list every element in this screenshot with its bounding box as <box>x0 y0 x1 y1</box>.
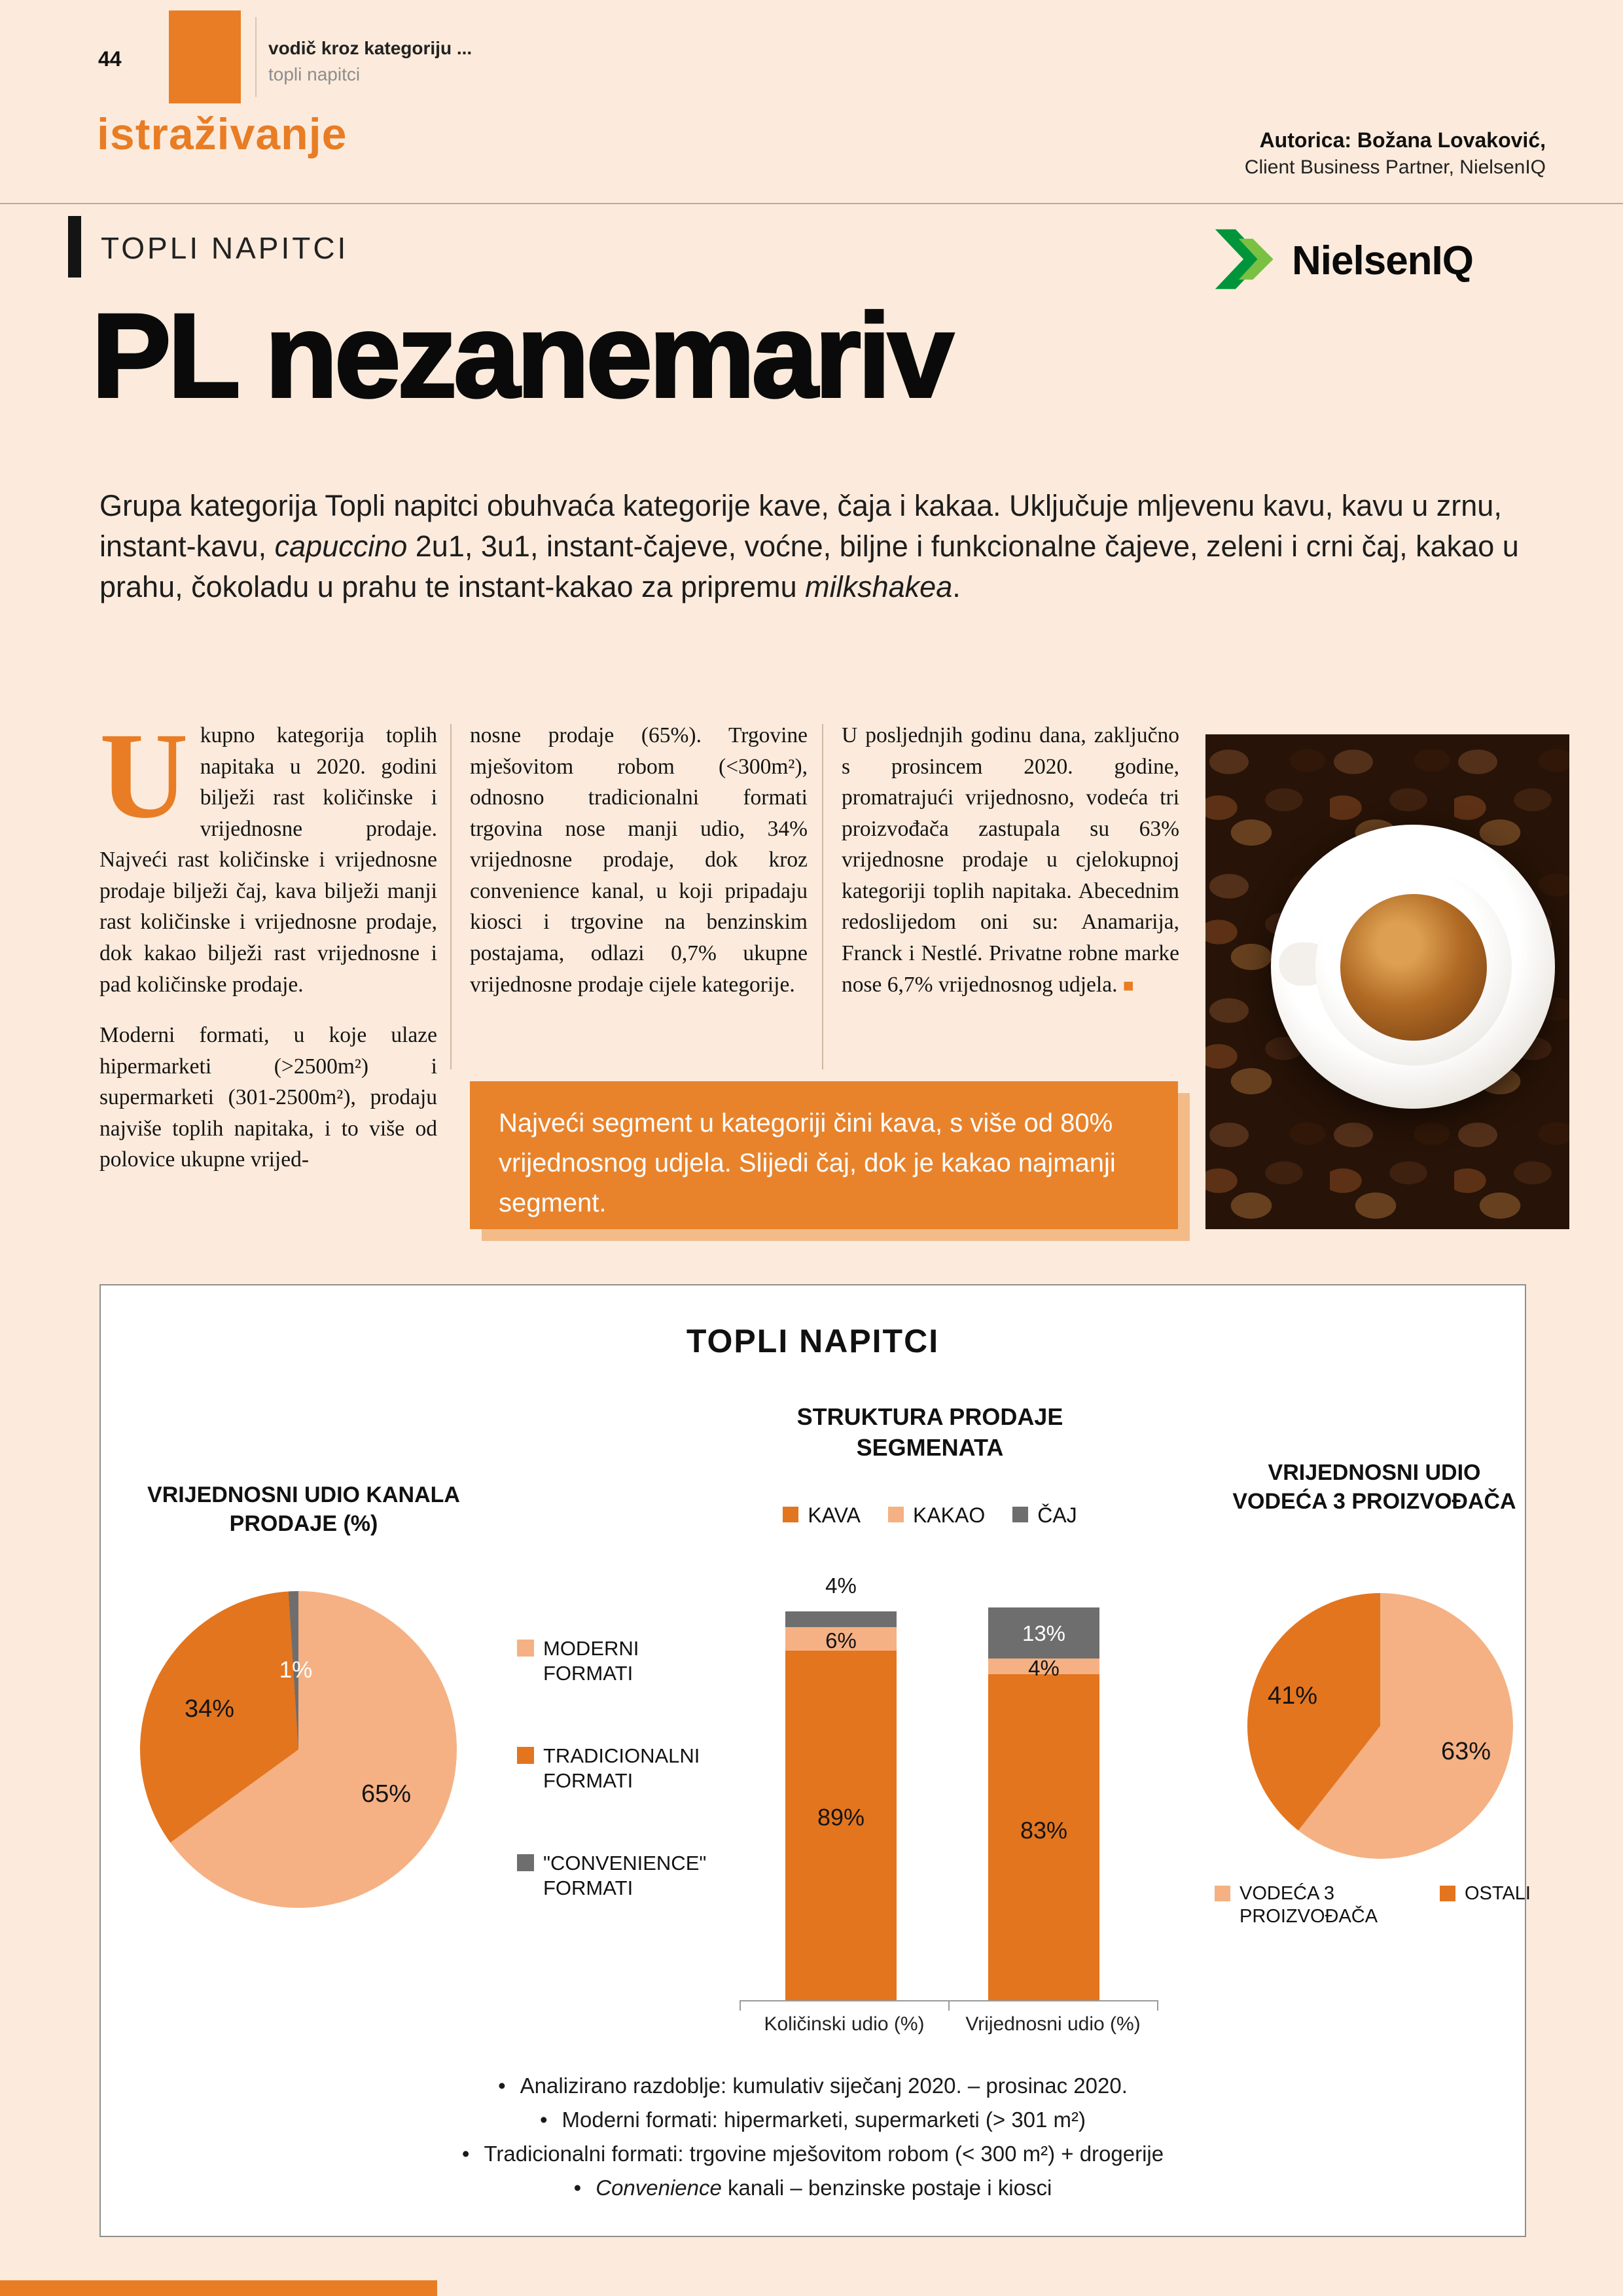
intro-text: . <box>952 570 961 604</box>
kicker-divider <box>255 17 257 97</box>
column3-text: U posljednjih godinu dana, zaključno s prosincem 2020. godine, promatrajući vrijednosno, vodeća tri proizvođača zastupala su 63% vrijednosne prodaje u cjelokupnoj kategoriji toplih napitaka. Abecednim redoslijedom oni su: Anamarija, Franck i Nestlé. Privatne robne marke nose 6,7% vrijednosnog udjela. <box>842 723 1179 997</box>
column1-text: kupno kategorija toplih napitaka u 2020. godini bilježi rast količinske i vrijednosne prodaje. Najveći rast količinske i vrijednosne prodaje bilježi čaj, kava bilježi manji rast količinske i vrijednosne prodaje, dok kakao bilježi rast vrijednosne i pad količinske prodaje. <box>99 723 437 997</box>
pie-label-convenience: 1% <box>279 1657 313 1683</box>
body-column-3 <box>842 720 1179 1000</box>
legend-item-ostali <box>1440 1882 1531 1929</box>
footnote-line <box>131 2176 1495 2200</box>
legend-label: KAKAO <box>912 1503 986 1527</box>
segments-legend <box>701 1503 1159 1528</box>
kicker-title: vodič kroz kategoriju ... <box>268 38 473 58</box>
author-name: Autorica: Božana Lovaković, <box>1259 128 1546 152</box>
section-label: istraživanje <box>97 109 348 159</box>
bar-label: 13% <box>1022 1621 1066 1645</box>
legend-label: MODERNI FORMATI <box>543 1637 639 1685</box>
legend-chip-kava <box>783 1507 798 1522</box>
nielseniq-logo-text: NielsenIQ <box>1292 238 1473 283</box>
footnote-text: kanali – benzinske postaje i kiosci <box>721 2176 1052 2200</box>
topic-label: TOPLI NAPITCI <box>101 231 349 265</box>
bar-label: 83% <box>1020 1817 1068 1844</box>
headline: PL nezanemariv <box>92 289 951 422</box>
body-column-2: nosne prodaje (65%). Trgovine mješovitom robom (<300m²), odnosno tradicionalni formati trgovina nose manji udio, 34% vrijednosne prodaje, dok kroz convenience kanal, u koji pripadaju kiosci i trgovine na benzinskim postajama, odlazi 0,7% ukupne vrijednosne prodaje cijele kategorije. <box>470 723 808 997</box>
legend-item-caj <box>1012 1503 1077 1528</box>
legend-item-kakao <box>888 1503 985 1528</box>
intro-text: Grupa kategorija Topli napitci obuhvaća kategorije kave, čaja i kakaa. Uključuje mljevenu kavu, kavu u zrnu, instant-kavu, <box>99 489 1502 564</box>
legend-label: ČAJ <box>1037 1503 1077 1527</box>
bullet: • <box>573 2176 582 2200</box>
coffee-liquid <box>1340 894 1487 1041</box>
legend-chip-tradicionalni <box>517 1747 534 1764</box>
topic-marker-bar <box>68 216 81 278</box>
bullet: • <box>461 2142 470 2166</box>
coffee-photo <box>1205 734 1569 1229</box>
x-axis-tick <box>1157 2000 1158 2011</box>
footnote-text: Moderni formati: hipermarketi, supermarketi (> 301 m²) <box>562 2108 1086 2132</box>
footnote-line <box>131 2108 1495 2132</box>
legend-chip-kakao <box>888 1507 904 1522</box>
legend-chip-caj <box>1012 1507 1028 1522</box>
legend-chip-vodeca3 <box>1215 1886 1230 1901</box>
intro-paragraph <box>99 486 1546 607</box>
chart-footnotes <box>131 2073 1495 2210</box>
author-block <box>1245 128 1546 179</box>
intro-text: 2u1, 3u1, instant-čajeve, voćne, biljne i funkcionalne čajeve, zeleni i crni čaj, kakao u prahu, čokoladu u prahu te instant-kakao za pripremu <box>99 529 1519 604</box>
legend-label: TRADICIONALNI FORMATI <box>543 1744 700 1792</box>
chart-panel-title: TOPLI NAPITCI <box>686 1323 940 1359</box>
category-label-kolicinski: Količinski udio (%) <box>764 2013 925 2035</box>
legend-item-vodeca3 <box>1215 1882 1410 1929</box>
bar-label: 4% <box>1028 1656 1060 1680</box>
legend-chip-moderni <box>517 1640 534 1657</box>
bar-label: 6% <box>825 1628 857 1653</box>
producers-pie-title: VRIJEDNOSNI UDIO VODEĆA 3 PROIZVOĐAČA <box>1232 1460 1516 1515</box>
legend-label: OSTALI <box>1465 1883 1531 1904</box>
legend-chip-ostali <box>1440 1886 1455 1901</box>
pie-label-moderni: 65% <box>361 1780 412 1808</box>
x-axis-tick <box>740 2000 741 2011</box>
column1-paragraph2: Moderni formati, u koje ulaze hipermarketi (>2500m²) i supermarketi (301-2500m²), prodaju najviše toplih napitaka, i to više od polovice ukupne vrijed- <box>99 1023 437 1172</box>
segments-chart-title: STRUKTURA PRODAJE SEGMENATA <box>796 1403 1063 1461</box>
pie-label-tradicionalni: 34% <box>184 1695 235 1723</box>
bar-label: 4% <box>825 1573 857 1598</box>
bullet: • <box>498 2073 506 2098</box>
x-axis-tick <box>948 2000 950 2011</box>
legend-item-tradicionalni <box>517 1744 733 1793</box>
footnote-text: Tradicionalni formati: trgovine mješovitom robom (< 300 m²) + drogerije <box>484 2142 1164 2166</box>
header-rule <box>0 203 1623 204</box>
page-number: 44 <box>98 47 122 71</box>
producers-pie <box>1247 1593 1513 1859</box>
nielseniq-chevron-icon <box>1204 220 1283 302</box>
legend-item-moderni <box>517 1636 713 1686</box>
legend-label: "CONVENIENCE" FORMATI <box>543 1852 707 1899</box>
pie-label-ostali: 41% <box>1267 1682 1318 1710</box>
footnote-line <box>131 2142 1495 2166</box>
legend-chip-convenience <box>517 1854 534 1871</box>
bullet: • <box>539 2108 548 2132</box>
column-divider <box>822 724 823 1069</box>
legend-label: KAVA <box>808 1503 861 1527</box>
channels-pie <box>140 1591 457 1908</box>
legend-item-convenience <box>517 1851 733 1901</box>
kicker-subtitle: topli napitci <box>268 64 361 84</box>
intro-italic-milkshake: milkshakea <box>805 570 953 604</box>
nielseniq-logo <box>1204 217 1571 304</box>
callout-box: Najveći segment u kategoriji čini kava, s više od 80% vrijednosnog udjela. Slijedi čaj, dok je kakao najmanji segment. <box>470 1081 1178 1229</box>
footnote-italic: Convenience <box>596 2176 722 2200</box>
legend-item-kava <box>783 1503 861 1528</box>
body-column-1 <box>99 707 437 1175</box>
footnote-text: Analizirano razdoblje: kumulativ siječanj 2020. – prosinac 2020. <box>520 2073 1128 2098</box>
bar-segment <box>785 1611 897 1627</box>
kicker-accent-square <box>169 10 241 103</box>
end-mark: ■ <box>1122 975 1134 996</box>
channels-pie-title: VRIJEDNOSNI UDIO KANALA PRODAJE (%) <box>147 1482 460 1537</box>
column1-paragraph1 <box>99 707 437 1000</box>
stacked-bar-kolicinski <box>785 1555 897 2000</box>
author-role: Client Business Partner, NielsenIQ <box>1244 156 1546 178</box>
intro-italic-capuccino: capuccino <box>274 529 408 564</box>
column-divider <box>450 724 452 1069</box>
producers-legend <box>1215 1882 1555 1929</box>
footnote-line <box>131 2073 1495 2098</box>
bottom-accent-bar <box>0 2280 437 2296</box>
drop-cap: U <box>99 707 188 844</box>
legend-label: VODEĆA 3 PROIZVOĐAČA <box>1240 1883 1378 1928</box>
bar-label: 89% <box>817 1804 865 1831</box>
category-label-vrijednosni: Vrijednosni udio (%) <box>965 2013 1141 2035</box>
pie-label-vodeca3: 63% <box>1440 1738 1491 1765</box>
